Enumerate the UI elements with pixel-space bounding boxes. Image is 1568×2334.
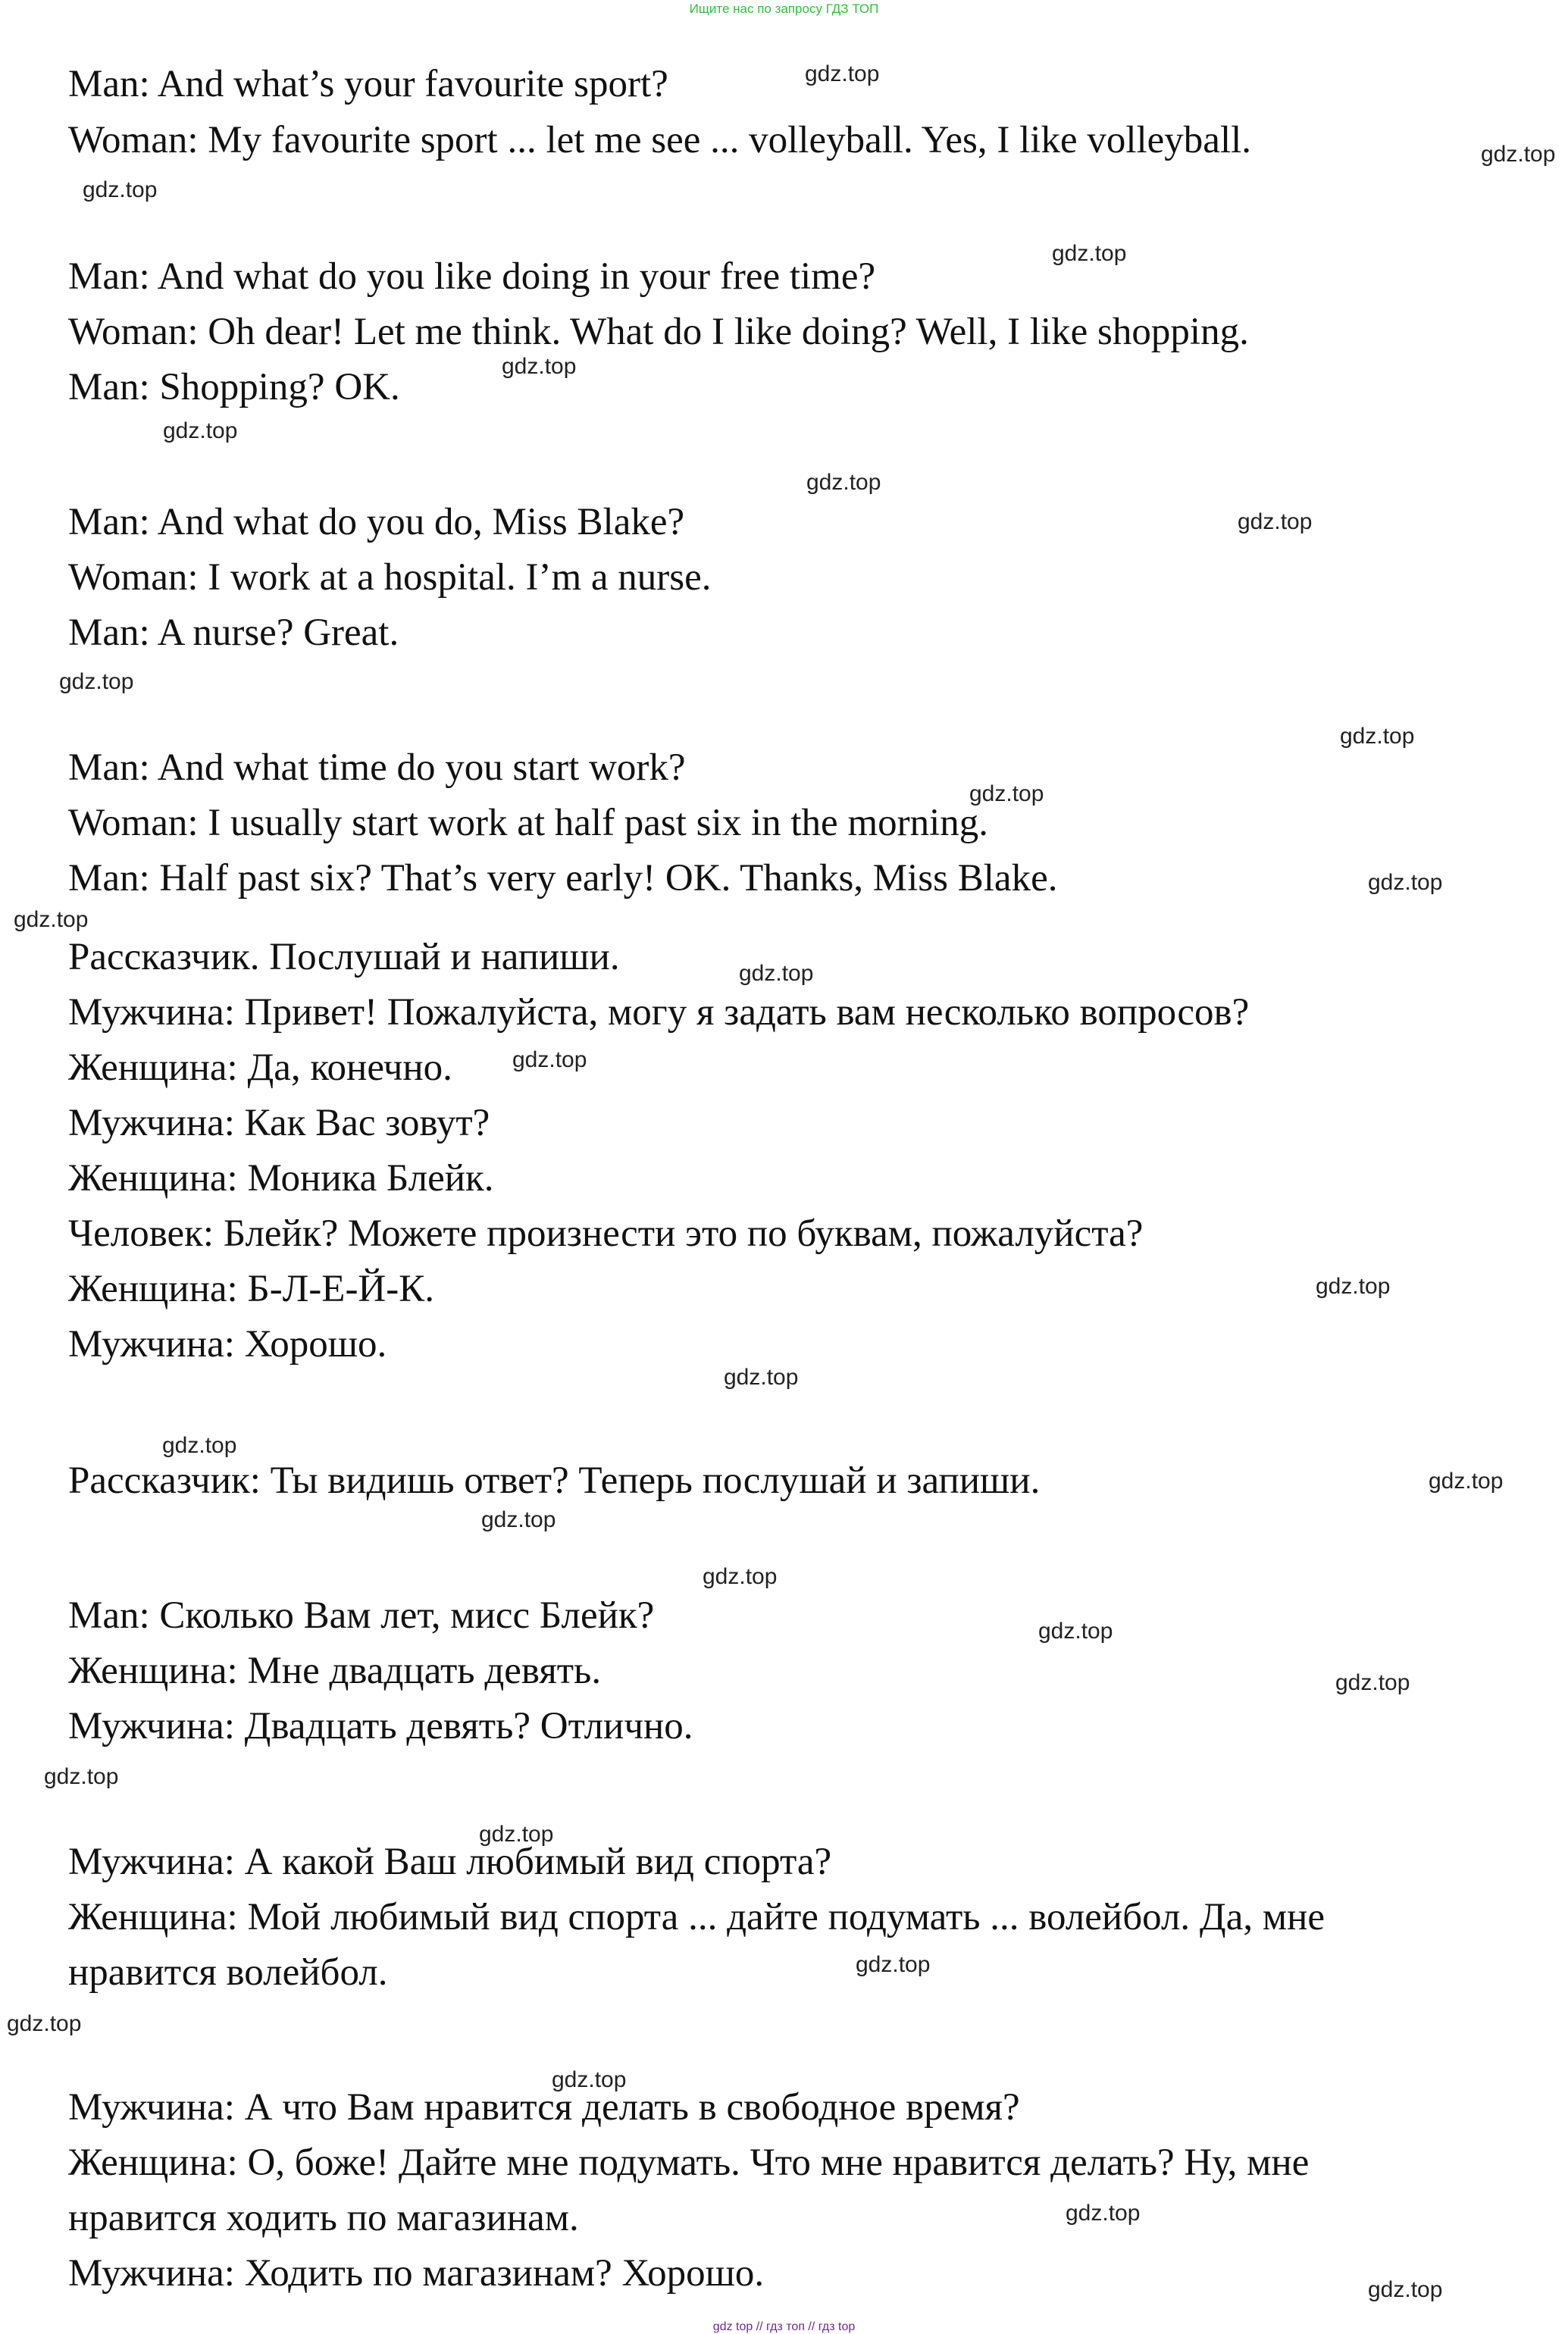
dialogue-line: Женщина: Мне двадцать девять.	[68, 1650, 602, 1692]
watermark: gdz.top	[83, 177, 158, 202]
footer-text: gdz top // гдз топ // гдз top	[712, 2320, 856, 2333]
watermark: gdz.top	[806, 470, 881, 495]
watermark: gdz.top	[1340, 724, 1415, 749]
dialogue-line: Man: And what do you do, Miss Blake?	[68, 501, 685, 543]
dialogue-line: Man: Сколько Вам лет, мисс Блейк?	[68, 1594, 655, 1637]
watermark: gdz.top	[856, 1952, 931, 1977]
watermark: gdz.top	[59, 669, 134, 694]
watermark: gdz.top	[552, 2067, 627, 2092]
dialogue-line: Мужчина: Привет! Пожалуйста, могу я задать вам несколько вопросов?	[68, 991, 1250, 1034]
dialogue-line: Рассказчик. Послушай и напиши.	[68, 936, 620, 978]
dialogue-line: Мужчина: Хорошо.	[68, 1323, 387, 1366]
dialogue-line: Мужчина: А какой Ваш любимый вид спорта?	[68, 1841, 832, 1883]
dialogue-line: Man: Shopping? OK.	[68, 366, 400, 408]
watermark: gdz.top	[1066, 2201, 1141, 2226]
watermark: gdz.top	[1052, 241, 1127, 266]
watermark: gdz.top	[739, 961, 814, 986]
dialogue-line: Woman: Oh dear! Let me think. What do I like doing? Well, I like shopping.	[68, 311, 1249, 353]
dialogue-line: Man: Half past six? That’s very early! OK. Thanks, Miss Blake.	[68, 857, 1058, 899]
watermark: gdz.top	[44, 1764, 119, 1789]
dialogue-line: Женщина: Да, конечно.	[68, 1047, 452, 1089]
dialogue-line: Man: And what do you like doing in your free time?	[68, 255, 876, 298]
watermark: gdz.top	[1368, 2277, 1443, 2302]
watermark: gdz.top	[969, 781, 1044, 806]
watermark: gdz.top	[14, 907, 89, 932]
watermark: gdz.top	[1368, 870, 1443, 895]
dialogue-line: Мужчина: Двадцать девять? Отлично.	[68, 1705, 693, 1747]
dialogue-line: нравится ходить по магазинам.	[68, 2197, 579, 2239]
dialogue-line: Woman: I work at a hospital. I’m a nurse.	[68, 556, 712, 599]
dialogue-line: Woman: I usually start work at half past six in the morning.	[68, 802, 989, 844]
watermark: gdz.top	[703, 1564, 778, 1589]
watermark: gdz.top	[479, 1822, 554, 1847]
watermark: gdz.top	[481, 1507, 556, 1532]
watermark: gdz.top	[1238, 509, 1313, 534]
header-banner: Ищите нас по запросу ГДЗ ТОП	[689, 2, 879, 16]
watermark: gdz.top	[1335, 1670, 1410, 1695]
dialogue-line: Man: A nurse? Great.	[68, 612, 399, 654]
watermark: gdz.top	[1429, 1469, 1504, 1494]
watermark: gdz.top	[1038, 1619, 1113, 1644]
watermark: gdz.top	[7, 2011, 82, 2036]
watermark: gdz.top	[162, 1433, 237, 1458]
watermark: gdz.top	[805, 61, 880, 86]
dialogue-line: Женщина: Моника Блейк.	[68, 1157, 494, 1200]
watermark: gdz.top	[163, 418, 238, 443]
dialogue-line: Женщина: О, боже! Дайте мне подумать. Что мне нравится делать? Ну, мне	[68, 2142, 1310, 2184]
watermark: gdz.top	[724, 1365, 799, 1390]
watermark: gdz.top	[1316, 1274, 1391, 1299]
watermark: gdz.top	[502, 354, 577, 379]
dialogue-line: Мужчина: Ходить по магазинам? Хорошо.	[68, 2252, 765, 2295]
watermark: gdz.top	[512, 1047, 587, 1072]
dialogue-line: Woman: My favourite sport ... let me see ... volleyball. Yes, I like volleyball.	[68, 119, 1252, 161]
dialogue-line: нравится волейбол.	[68, 1951, 388, 1994]
dialogue-line: Женщина: Мой любимый вид спорта ... дайте подумать ... волейбол. Да, мне	[68, 1896, 1325, 1938]
dialogue-line: Man: And what’s your favourite sport?	[68, 63, 668, 105]
dialogue-line: Man: And what time do you start work?	[68, 746, 686, 789]
dialogue-line: Мужчина: А что Вам нравится делать в свободное время?	[68, 2086, 1020, 2129]
dialogue-line: Женщина: Б-Л-Е-Й-К.	[68, 1268, 435, 1310]
dialogue-line: Человек: Блейк? Можете произнести это по буквам, пожалуйста?	[68, 1212, 1144, 1255]
watermark: gdz.top	[1481, 142, 1556, 167]
dialogue-line: Мужчина: Как Вас зовут?	[68, 1102, 490, 1144]
dialogue-line: Рассказчик: Ты видишь ответ? Теперь послушай и запиши.	[68, 1460, 1041, 1502]
